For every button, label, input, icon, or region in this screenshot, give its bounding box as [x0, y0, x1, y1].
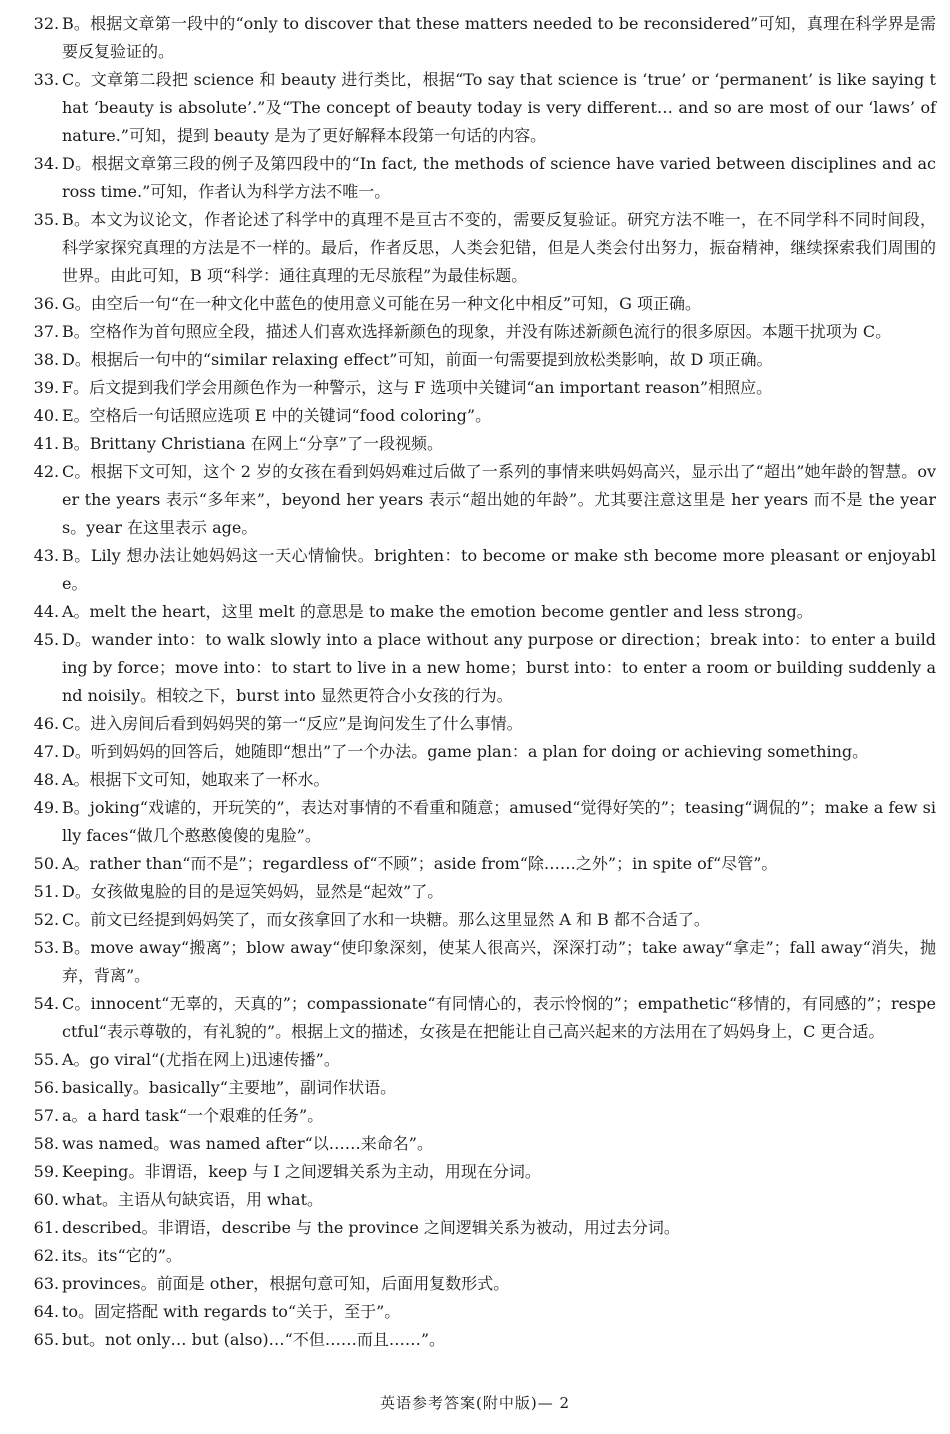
number-dot: .	[54, 1246, 60, 1265]
number-dot: .	[54, 406, 60, 425]
question-number: 64	[33, 1302, 54, 1321]
number-dot: .	[54, 322, 60, 341]
answer-item	[14, 1242, 936, 1270]
question-number: 34	[33, 154, 54, 173]
question-number: 32	[33, 14, 54, 33]
question-number: 49	[33, 798, 54, 817]
answer-explanation: B。根据文章第一段中的“only to discover that these matters needed to be reconsidered”可知，真理在科学界是需要反复验证的。	[62, 14, 936, 61]
question-number: 54	[33, 994, 54, 1013]
question-number: 55	[33, 1050, 54, 1069]
answer-explanation: F。后文提到我们学会用颜色作为一种警示，这与 F 选项中关键词“an important reason”相照应。	[62, 378, 773, 397]
answer-explanation: its。its“它的”。	[62, 1246, 182, 1265]
question-number: 44	[33, 602, 54, 621]
answer-explanation: a。a hard task“一个艰难的任务”。	[62, 1106, 324, 1125]
question-number: 43	[33, 546, 54, 565]
answer-item	[14, 1102, 936, 1130]
number-dot: .	[54, 14, 60, 33]
answer-explanation: D。听到妈妈的回答后，她随即“想出”了一个办法。game plan：a plan for doing or achieving something。	[62, 742, 869, 761]
answer-item	[14, 710, 936, 738]
question-number: 51	[33, 882, 54, 901]
answer-explanation: C。根据下文可知，这个 2 岁的女孩在看到妈妈难过后做了一系列的事情来哄妈妈高兴，显示出了“超出”她年龄的智慧。over the years 表示“多年来”，beyond her years 表示“超出她的年龄”。尤其要注意这里是 her years 而不是 the years。year 在这里表示 age。	[62, 462, 936, 537]
answer-list	[14, 10, 936, 1354]
answer-item	[14, 402, 936, 430]
question-number: 35	[33, 210, 54, 229]
answer-explanation: C。进入房间后看到妈妈哭的第一“反应”是询问发生了什么事情。	[62, 714, 523, 733]
number-dot: .	[54, 910, 60, 929]
answer-item	[14, 150, 936, 206]
question-number: 48	[33, 770, 54, 789]
answer-item	[14, 794, 936, 850]
answer-item	[14, 542, 936, 598]
answer-explanation: basically。basically“主要地”，副词作状语。	[62, 1078, 397, 1097]
answer-item	[14, 458, 936, 542]
question-number: 37	[33, 322, 54, 341]
answer-explanation: A。rather than“而不是”；regardless of“不顾”；aside from“除……之外”；in spite of“尽管”。	[62, 854, 778, 873]
answer-explanation: B。joking“戏谑的，开玩笑的”，表达对事情的不看重和随意；amused“觉得好笑的”；teasing“调侃的”；make a few silly faces“做几个憨憨傻傻的鬼脸”。	[62, 798, 936, 845]
answer-explanation: B。空格作为首句照应全段，描述人们喜欢选择新颜色的现象，并没有陈述新颜色流行的很多原因。本题干扰项为 C。	[62, 322, 892, 341]
answer-item	[14, 318, 936, 346]
number-dot: .	[54, 994, 60, 1013]
question-number: 63	[33, 1274, 54, 1293]
question-number: 61	[33, 1218, 54, 1237]
answer-explanation: B。Lily 想办法让她妈妈这一天心情愉快。brighten：to become or make sth become more pleasant or enjoyable。	[62, 546, 936, 593]
answer-explanation: G。由空后一句“在一种文化中蓝色的使用意义可能在另一种文化中相反”可知，G 项正确。	[62, 294, 702, 313]
number-dot: .	[54, 938, 60, 957]
answer-item	[14, 1130, 936, 1158]
answer-explanation: D。根据后一句中的“similar relaxing effect”可知，前面一句需要提到放松类影响，故 D 项正确。	[62, 350, 773, 369]
answer-item	[14, 1298, 936, 1326]
question-number: 50	[33, 854, 54, 873]
answer-item	[14, 766, 936, 794]
answer-item	[14, 374, 936, 402]
number-dot: .	[54, 742, 60, 761]
question-number: 45	[33, 630, 54, 649]
number-dot: .	[54, 210, 60, 229]
answer-explanation: described。非谓语，describe 与 the province 之间逻辑关系为被动，用过去分词。	[62, 1218, 680, 1237]
answer-explanation: C。innocent“无辜的，天真的”；compassionate“有同情心的，表示怜悯的”；empathetic“移情的，有同感的”；respectful“表示尊敬的，有礼貌的”。根据上文的描述，女孩是在把能让自己高兴起来的方法用在了妈妈身上，C 更合适。	[62, 994, 936, 1041]
answer-explanation: D。女孩做鬼脸的目的是逗笑妈妈，显然是“起效”了。	[62, 882, 444, 901]
answer-item	[14, 1214, 936, 1242]
answer-item	[14, 850, 936, 878]
answer-item	[14, 934, 936, 990]
number-dot: .	[54, 798, 60, 817]
answer-item	[14, 66, 936, 150]
question-number: 46	[33, 714, 54, 733]
number-dot: .	[54, 1078, 60, 1097]
answer-explanation: what。主语从句缺宾语，用 what。	[62, 1190, 324, 1209]
answer-explanation: C。文章第二段把 science 和 beauty 进行类比，根据“To say that science is ‘true’ or ‘permanent’ is like saying that ‘beauty is absolute’.”及“The concept of beauty today is very different… and so are most of our ‘laws’ of nature.”可知，提到 beauty 是为了更好解释本段第一句话的内容。	[62, 70, 936, 145]
question-number: 38	[33, 350, 54, 369]
number-dot: .	[54, 1134, 60, 1153]
answer-item	[14, 1074, 936, 1102]
number-dot: .	[54, 1190, 60, 1209]
number-dot: .	[54, 602, 60, 621]
answer-explanation: Keeping。非谓语，keep 与 I 之间逻辑关系为主动，用现在分词。	[62, 1162, 541, 1181]
number-dot: .	[54, 714, 60, 733]
question-number: 56	[33, 1078, 54, 1097]
answer-item	[14, 1270, 936, 1298]
answer-item	[14, 10, 936, 66]
number-dot: .	[54, 378, 60, 397]
number-dot: .	[54, 1302, 60, 1321]
number-dot: .	[54, 1330, 60, 1349]
answer-explanation: E。空格后一句话照应选项 E 中的关键词“food coloring”。	[62, 406, 492, 425]
question-number: 42	[33, 462, 54, 481]
number-dot: .	[54, 462, 60, 481]
answer-explanation: was named。was named after“以……来命名”。	[62, 1134, 433, 1153]
answer-item	[14, 206, 936, 290]
answer-item	[14, 626, 936, 710]
question-number: 52	[33, 910, 54, 929]
question-number: 62	[33, 1246, 54, 1265]
answer-explanation: A。根据下文可知，她取来了一杯水。	[62, 770, 330, 789]
number-dot: .	[54, 770, 60, 789]
question-number: 47	[33, 742, 54, 761]
number-dot: .	[54, 70, 60, 89]
question-number: 60	[33, 1190, 54, 1209]
number-dot: .	[54, 1162, 60, 1181]
number-dot: .	[54, 294, 60, 313]
answer-explanation: to。固定搭配 with regards to“关于，至于”。	[62, 1302, 401, 1321]
answer-explanation: B。本文为议论文，作者论述了科学中的真理不是亘古不变的，需要反复验证。研究方法不唯一，在不同学科不同时间段，科学家探究真理的方法是不一样的。最后，作者反思，人类会犯错，但是人类会付出努力，振奋精神，继续探索我们周围的世界。由此可知，B 项“科学：通往真理的无尽旅程”为最佳标题。	[62, 210, 936, 285]
answer-item	[14, 990, 936, 1046]
question-number: 39	[33, 378, 54, 397]
number-dot: .	[54, 854, 60, 873]
number-dot: .	[54, 1274, 60, 1293]
number-dot: .	[54, 1106, 60, 1125]
page-footer: 英语参考答案(附中版)— 2	[379, 1394, 571, 1412]
number-dot: .	[54, 154, 60, 173]
answer-item	[14, 1186, 936, 1214]
answer-explanation: provinces。前面是 other，根据句意可知，后面用复数形式。	[62, 1274, 510, 1293]
answer-explanation: A。go viral“(尤指在网上)迅速传播”。	[62, 1050, 340, 1069]
answer-explanation: A。melt the heart，这里 melt 的意思是 to make the emotion become gentler and less strong。	[62, 602, 813, 621]
number-dot: .	[54, 630, 60, 649]
answer-explanation: D。wander into：to walk slowly into a place without any purpose or direction；break into：to enter a building by force；move into：to start to live in a new home；burst into：to enter a room or building suddenly and noisily。相较之下，burst into 显然更符合小女孩的行为。	[62, 630, 936, 705]
answer-item	[14, 1158, 936, 1186]
question-number: 58	[33, 1134, 54, 1153]
question-number: 59	[33, 1162, 54, 1181]
answer-item	[14, 430, 936, 458]
number-dot: .	[54, 350, 60, 369]
number-dot: .	[54, 1050, 60, 1069]
question-number: 57	[33, 1106, 54, 1125]
answer-explanation: B。move away“搬离”；blow away“使印象深刻，使某人很高兴，深深打动”；take away“拿走”；fall away“消失，抛弃，背离”。	[62, 938, 936, 985]
answer-explanation: B。Brittany Christiana 在网上“分享”了一段视频。	[62, 434, 444, 453]
answer-item	[14, 738, 936, 766]
question-number: 65	[33, 1330, 54, 1349]
answer-item	[14, 290, 936, 318]
answer-explanation: C。前文已经提到妈妈笑了，而女孩拿回了水和一块糖。那么这里显然 A 和 B 都不合适了。	[62, 910, 710, 929]
question-number: 40	[33, 406, 54, 425]
number-dot: .	[54, 546, 60, 565]
number-dot: .	[54, 1218, 60, 1237]
answer-item	[14, 346, 936, 374]
answer-item	[14, 878, 936, 906]
answer-item	[14, 906, 936, 934]
answer-explanation: D。根据文章第三段的例子及第四段中的“In fact, the methods of science have varied between disciplines and across time.”可知，作者认为科学方法不唯一。	[62, 154, 936, 201]
question-number: 33	[33, 70, 54, 89]
answer-explanation: but。not only… but (also)…“不但……而且……”。	[62, 1330, 446, 1349]
question-number: 53	[33, 938, 54, 957]
answer-item	[14, 1326, 936, 1354]
number-dot: .	[54, 882, 60, 901]
number-dot: .	[54, 434, 60, 453]
question-number: 36	[33, 294, 54, 313]
question-number: 41	[33, 434, 54, 453]
answer-item	[14, 598, 936, 626]
answer-item	[14, 1046, 936, 1074]
